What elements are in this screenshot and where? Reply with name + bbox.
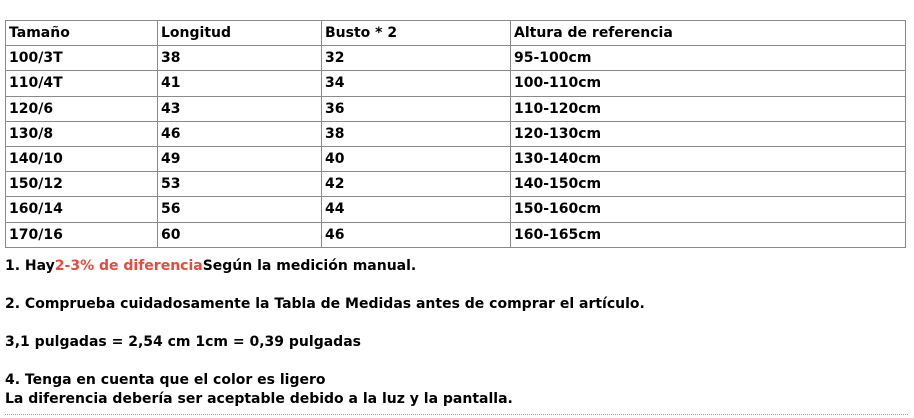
table-cell: 110-120cm: [511, 96, 906, 121]
table-cell: 42: [322, 172, 511, 197]
table-cell: 34: [322, 71, 511, 96]
table-cell: 38: [322, 121, 511, 146]
table-cell: 170/16: [6, 222, 158, 247]
table-row: [6, 146, 906, 171]
table-cell: 95-100cm: [511, 46, 906, 71]
table-cell: 43: [158, 96, 322, 121]
difference-highlight: 2-3% de diferencia: [54, 258, 203, 274]
note-3: 3,1 pulgadas = 2,54 cm 1cm = 0,39 pulgadas: [5, 334, 361, 350]
table-cell: 100-110cm: [511, 71, 906, 96]
table-row: [6, 96, 906, 121]
table-cell: 41: [158, 71, 322, 96]
table-cell: 36: [322, 96, 511, 121]
table-row: [6, 121, 906, 146]
table-cell: 120-130cm: [511, 121, 906, 146]
column-header: Tamaño: [6, 21, 158, 46]
table-cell: 56: [158, 197, 322, 222]
table-row: [6, 172, 906, 197]
note-1: [5, 257, 910, 276]
table-cell: 40: [322, 146, 511, 171]
note-1-prefix: 1. Hay: [5, 258, 55, 274]
table-cell: 130-140cm: [511, 146, 906, 171]
table-row: [6, 71, 906, 96]
table-cell: 49: [158, 146, 322, 171]
size-chart-table: [5, 20, 906, 248]
column-header: Longitud: [158, 21, 322, 46]
note-2: 2. Comprueba cuidadosamente la Tabla de Medidas antes de comprar el artículo.: [5, 296, 645, 312]
table-cell: 38: [158, 46, 322, 71]
table-cell: 150/12: [6, 172, 158, 197]
table-cell: 110/4T: [6, 71, 158, 96]
table-cell: 46: [158, 121, 322, 146]
table-cell: 120/6: [6, 96, 158, 121]
column-header: Altura de referencia: [511, 21, 906, 46]
table-row: [6, 197, 906, 222]
table-cell: 46: [322, 222, 511, 247]
note-1-suffix: Según la medición manual.: [202, 258, 417, 274]
table-cell: 130/8: [6, 121, 158, 146]
column-header: Busto * 2: [322, 21, 511, 46]
table-cell: 32: [322, 46, 511, 71]
table-cell: 150-160cm: [511, 197, 906, 222]
table-cell: 160-165cm: [511, 222, 906, 247]
table-cell: 100/3T: [6, 46, 158, 71]
table-cell: 44: [322, 197, 511, 222]
table-cell: 160/14: [6, 197, 158, 222]
measurement-notes: [5, 257, 910, 409]
bottom-divider: [5, 414, 908, 415]
table-cell: 53: [158, 172, 322, 197]
table-header-row: [6, 21, 906, 46]
table-cell: 140/10: [6, 146, 158, 171]
note-4-line-2: La diferencia debería ser aceptable debido a la luz y la pantalla.: [5, 391, 513, 407]
table-cell: 60: [158, 222, 322, 247]
table-row: [6, 46, 906, 71]
table-cell: 140-150cm: [511, 172, 906, 197]
table-row: [6, 222, 906, 247]
note-4-line-1: 4. Tenga en cuenta que el color es ligero: [5, 372, 326, 388]
